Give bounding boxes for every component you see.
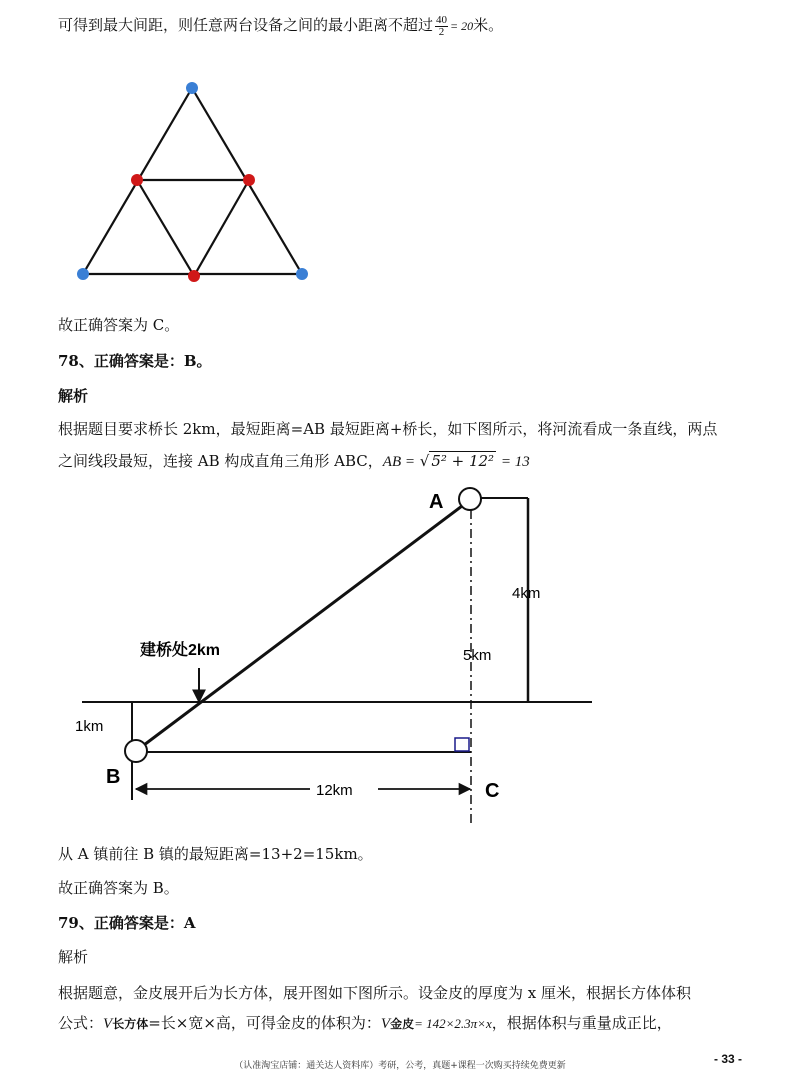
line1-text: 可得到最大间距，则任意两台设备之间的最小距离不超过 <box>58 16 434 34</box>
label-a: A <box>429 491 444 513</box>
q79-para1: 根据题意，金皮展开后为长方体，展开图如下图所示。设金皮的厚度为 x 厘米，根据长方体体积 <box>58 984 691 1002</box>
triangle-figure <box>72 78 322 288</box>
formula-lhs: AB = <box>382 454 415 470</box>
answer-c-line: 故正确答案为 C。 <box>58 316 180 334</box>
hypotenuse-ab <box>136 500 470 751</box>
label-bridge: 建桥处2km <box>140 642 221 659</box>
bridge-diagram <box>60 478 620 828</box>
town-a-circle <box>459 488 481 510</box>
right-angle-mark <box>455 738 469 751</box>
q78-para2-line: 之间线段最短，连接 AB 构成直角三角形 ABC，AB = √ 5² + 12² = 13 <box>58 452 530 470</box>
q79-para2-line <box>58 1012 672 1035</box>
q78-para2: 之间线段最短，连接 AB 构成直角三角形 ABC， <box>58 452 383 470</box>
v-gold: V <box>380 1016 391 1032</box>
text-line-1 <box>58 14 503 38</box>
label-c: C <box>485 780 500 802</box>
v-long-sub: 长方体 <box>112 1017 149 1031</box>
line1-equals: = 20 <box>450 19 474 33</box>
vertex-dot-bottom-right <box>296 268 308 280</box>
label-b: B <box>106 766 121 788</box>
label-4km: 4km <box>512 585 541 602</box>
midpoint-dot-left <box>131 174 143 186</box>
v-gold-sub: 金皮 <box>390 1017 415 1031</box>
formula-sqrt: 5² + 12² <box>431 452 495 470</box>
formula-rhs: = 13 <box>500 454 530 470</box>
q78-answer: 故正确答案为 B。 <box>58 879 179 897</box>
fraction-denominator: 2 <box>438 25 445 38</box>
label-1km: 1km <box>75 718 104 735</box>
q79-analysis-label: 解析 <box>58 948 89 966</box>
midpoint-dot-bottom <box>188 270 200 282</box>
town-b-circle <box>125 740 147 762</box>
q78-title: 78、正确答案是：B。 <box>58 352 212 370</box>
gold-formula: = 142×2.3π×x <box>414 1016 492 1031</box>
q79-para2-prefix: 公式： <box>58 1014 104 1032</box>
q79-para2-suffix: ，根据体积与重量成正比， <box>491 1014 672 1032</box>
v-long: V <box>103 1016 113 1032</box>
page-footer: （认准淘宝店铺：通关达人资料库）考研，公考，真题+课程一次购买持续免费更新 <box>234 1061 566 1071</box>
line1-unit: 米。 <box>473 16 504 34</box>
q78-result: 从 A 镇前往 B 镇的最短距离=13+2=15km。 <box>58 845 373 863</box>
midpoint-dot-right <box>243 174 255 186</box>
fraction <box>435 15 448 38</box>
page-number: - 33 - <box>714 1052 743 1066</box>
label-12km: 12km <box>316 782 353 799</box>
fraction-numerator: 40 <box>436 13 448 26</box>
q78-analysis-label: 解析 <box>58 387 89 405</box>
vertex-dot-top <box>186 82 198 94</box>
q79-para2-formula: =长×宽×高，可得金皮的体积为： <box>148 1014 381 1032</box>
label-5km: 5km <box>463 647 492 664</box>
q78-para1: 根据题目要求桥长 2km，最短距离=AB 最短距离+桥长，如下图所示，将河流看成一条直线，两点 <box>58 420 718 438</box>
vertex-dot-bottom-left <box>77 268 89 280</box>
q79-title: 79、正确答案是：A <box>58 914 196 932</box>
